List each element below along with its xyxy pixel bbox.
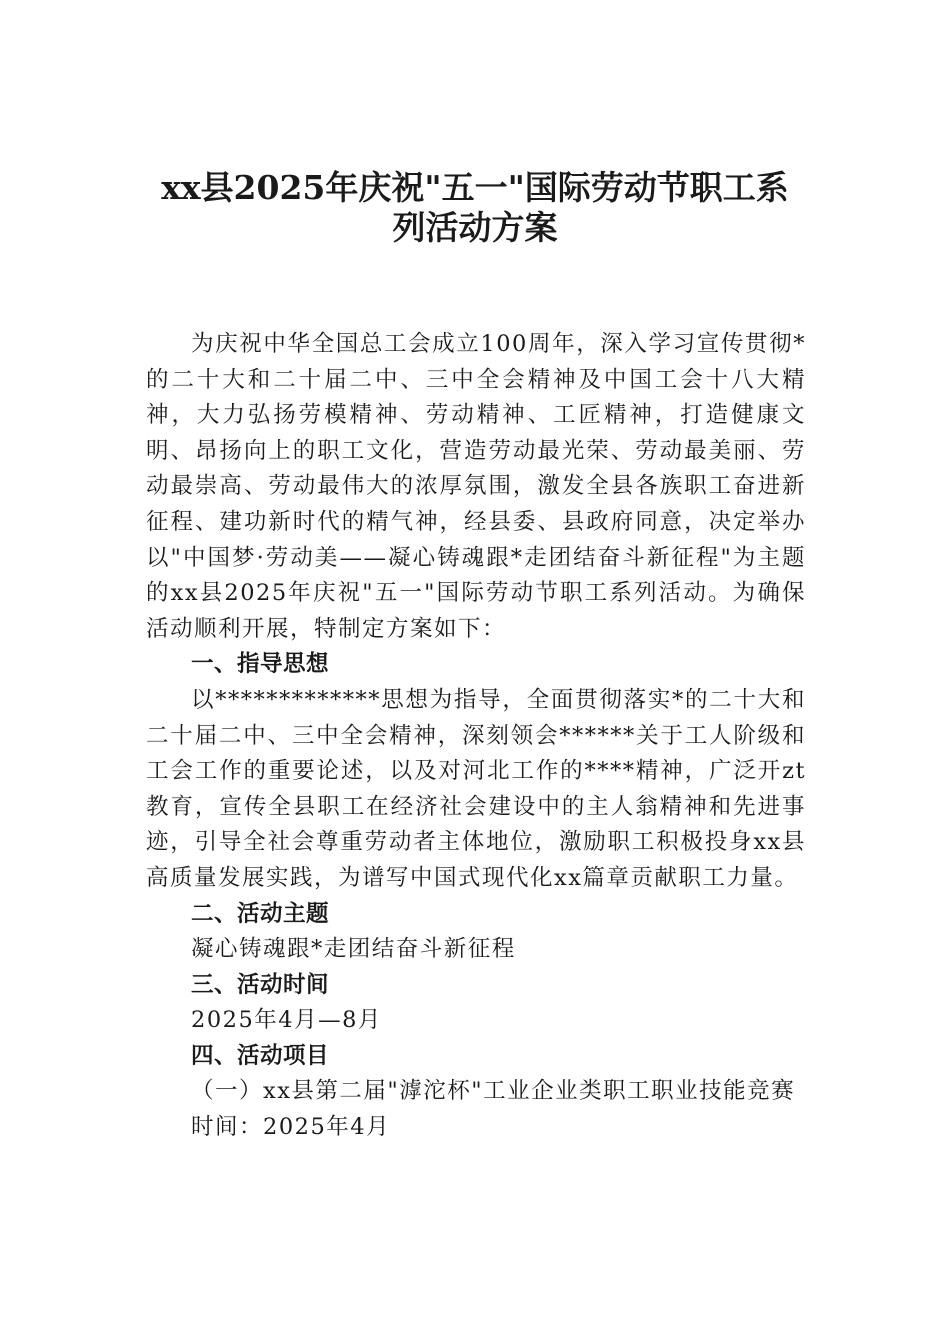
document-title-line-2: 列活动方案 [392,208,558,247]
guiding-ideology-paragraph: 以*************思想为指导，全面贯彻落实*的二十大和二十届二中、三中全会精神，深刻领会******关于工人阶级和工会工作的重要论述，以及对河北工作的****精神，广泛开zt教育，宣传全县职工在经济社会建设中的主人翁精神和先进事迹，引导全社会尊重劳动者主体地位，激励职工积极投身xx县高质量发展实践，为谱写中国式现代化xx篇章贡献职工力量。 [146,686,806,891]
section-heading-guiding-ideology: 一、指导思想 [191,651,330,678]
activity-time-paragraph: 2025年4月—8月 [191,1007,382,1034]
section-heading-activity-items: 四、活动项目 [191,1042,330,1069]
activity-item-1-time: 时间：2025年4月 [191,1114,391,1141]
intro-paragraph: 为庆祝中华全国总工会成立100周年，深入学习宣传贯彻*的二十大和二十届二中、三中全会精神及中国工会十八大精神，大力弘扬劳模精神、劳动精神、工匠精神，打造健康文明、昂扬向上的职工文化，营造劳动最光荣、劳动最美丽、劳动最崇高、劳动最伟大的浓厚氛围，激发全县各族职工奋进新征程、建功新时代的精气神，经县委、县政府同意，决定举办以"中国梦·劳动美——凝心铸魂跟*走团结奋斗新征程"为主题的xx县2025年庆祝"五一"国际劳动节职工系列活动。为确保活动顺利开展，特制定方案如下： [146,331,806,642]
activity-item-1-title: （一）xx县第二届"滹沱杯"工业企业类职工职业技能竞赛 [191,1078,796,1105]
section-heading-activity-theme: 二、活动主题 [191,900,330,927]
document-title-line-1: xx县2025年庆祝"五一"国际劳动节职工系 [161,168,789,207]
activity-theme-paragraph: 凝心铸魂跟*走团结奋斗新征程 [191,936,516,963]
section-heading-activity-time: 三、活动时间 [191,971,330,998]
document-body [146,327,806,1146]
